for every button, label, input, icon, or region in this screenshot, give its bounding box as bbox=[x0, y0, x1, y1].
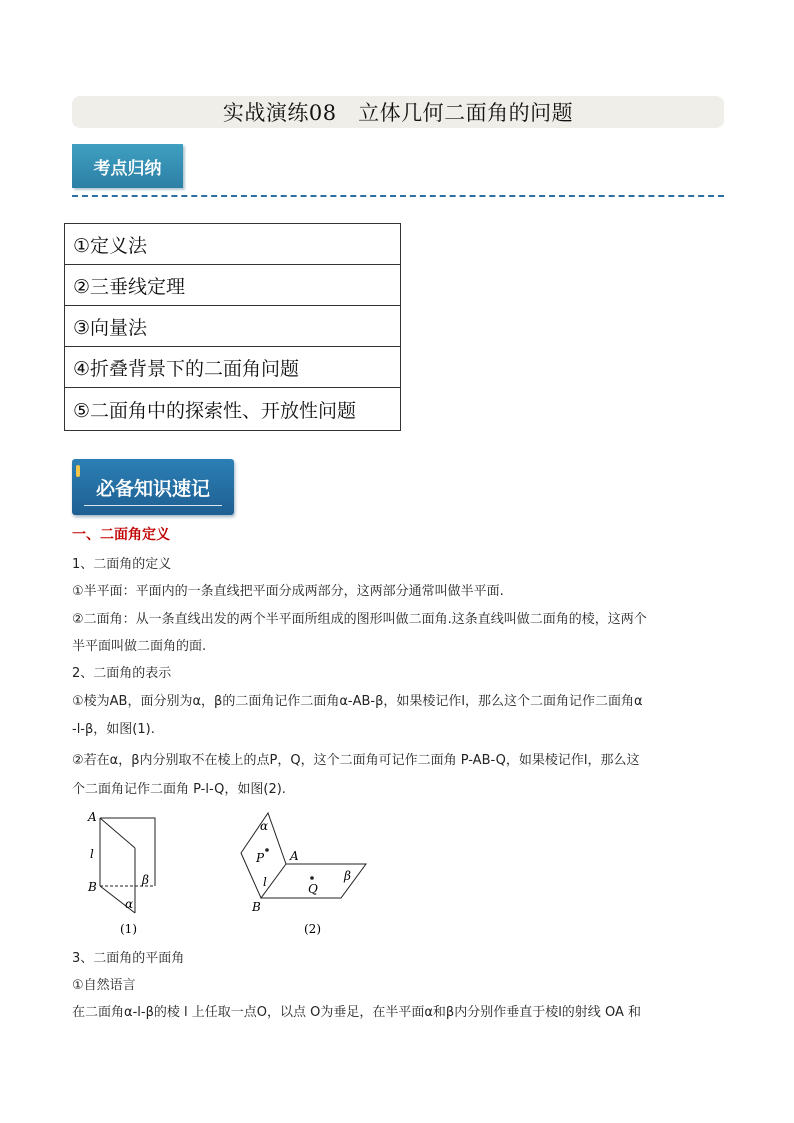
fig2-label-alpha: α bbox=[260, 819, 269, 833]
method-list-item: ④折叠背景下的二面角问题 bbox=[65, 347, 400, 388]
dashed-divider bbox=[72, 195, 724, 197]
fig2-caption: (2) bbox=[304, 922, 321, 936]
section-badge-summary-text: 考点归纳 bbox=[93, 158, 162, 179]
fig2-label-P: P bbox=[256, 851, 265, 865]
paragraph-line: 个二面角记作二面角 P-l-Q，如图(2). bbox=[72, 782, 286, 797]
paragraph-line: ②若在α，β内分别取不在棱上的点P，Q，这个二面角可记作二面角 P-AB-Q，如果棱记作l，那么这 bbox=[72, 753, 640, 768]
method-list-box bbox=[64, 223, 401, 431]
fig2-label-Q: Q bbox=[308, 882, 318, 896]
section-badge-summary bbox=[72, 144, 183, 188]
badge-tab-decoration bbox=[76, 465, 80, 477]
paragraph-line: -l-β，如图(1). bbox=[72, 722, 155, 737]
fig2-point-P bbox=[265, 848, 269, 852]
figure-2-dihedral-angle bbox=[236, 808, 386, 940]
paragraph-line: ①棱为AB，面分别为α，β的二面角记作二面角α-AB-β，如果棱记作l，那么这个二面角记作二面角α bbox=[72, 694, 643, 709]
figure-1-dihedral-angle bbox=[80, 808, 190, 940]
paragraph-line: 3、二面角的平面角 bbox=[72, 951, 185, 966]
paragraph-line: ①自然语言 bbox=[72, 978, 136, 993]
paragraph-line: 1、二面角的定义 bbox=[72, 557, 172, 572]
method-list-item: ①定义法 bbox=[65, 224, 400, 265]
paragraph-line: 2、二面角的表示 bbox=[72, 666, 172, 681]
fig1-label-l: l bbox=[90, 847, 94, 861]
fig2-label-B: B bbox=[252, 900, 261, 914]
paragraph-line: 半平面叫做二面角的面. bbox=[72, 639, 207, 654]
fig1-label-alpha: α bbox=[125, 897, 134, 911]
fig2-label-beta: β bbox=[344, 869, 351, 883]
method-list-item: ⑤二面角中的探索性、开放性问题 bbox=[73, 399, 357, 422]
section-heading: 一、二面角定义 bbox=[72, 527, 170, 543]
method-list-item: ②三垂线定理 bbox=[65, 265, 400, 306]
badge-underline-decoration bbox=[84, 505, 222, 506]
fig1-label-B: B bbox=[88, 880, 97, 894]
page-title-text: 实战演练08 立体几何二面角的问题 bbox=[222, 101, 574, 125]
fig1-label-beta: β bbox=[142, 873, 149, 887]
paragraph-line: 在二面角α-l-β的棱 l 上任取一点O，以点 O为垂足，在半平面α和β内分别作垂直于棱l的射线 OA 和 bbox=[72, 1005, 641, 1020]
fig2-point-Q bbox=[310, 876, 314, 880]
fig1-caption: (1) bbox=[120, 922, 137, 936]
fig2-label-A: A bbox=[290, 849, 299, 863]
page-title bbox=[72, 96, 724, 128]
section-badge-knowledge-text: 必备知识速记 bbox=[95, 477, 210, 500]
method-list-item: ③向量法 bbox=[65, 306, 400, 347]
section-badge-knowledge bbox=[72, 459, 234, 515]
paragraph-line: ②二面角：从一条直线出发的两个半平面所组成的图形叫做二面角.这条直线叫做二面角的棱，这两个 bbox=[72, 612, 647, 627]
fig2-label-l: l bbox=[263, 875, 267, 889]
fig1-label-A: A bbox=[88, 810, 97, 824]
fig1-plane-alpha-top bbox=[100, 818, 135, 848]
paragraph-line: ①半平面：平面内的一条直线把平面分成两部分，这两部分通常叫做半平面. bbox=[72, 584, 504, 599]
